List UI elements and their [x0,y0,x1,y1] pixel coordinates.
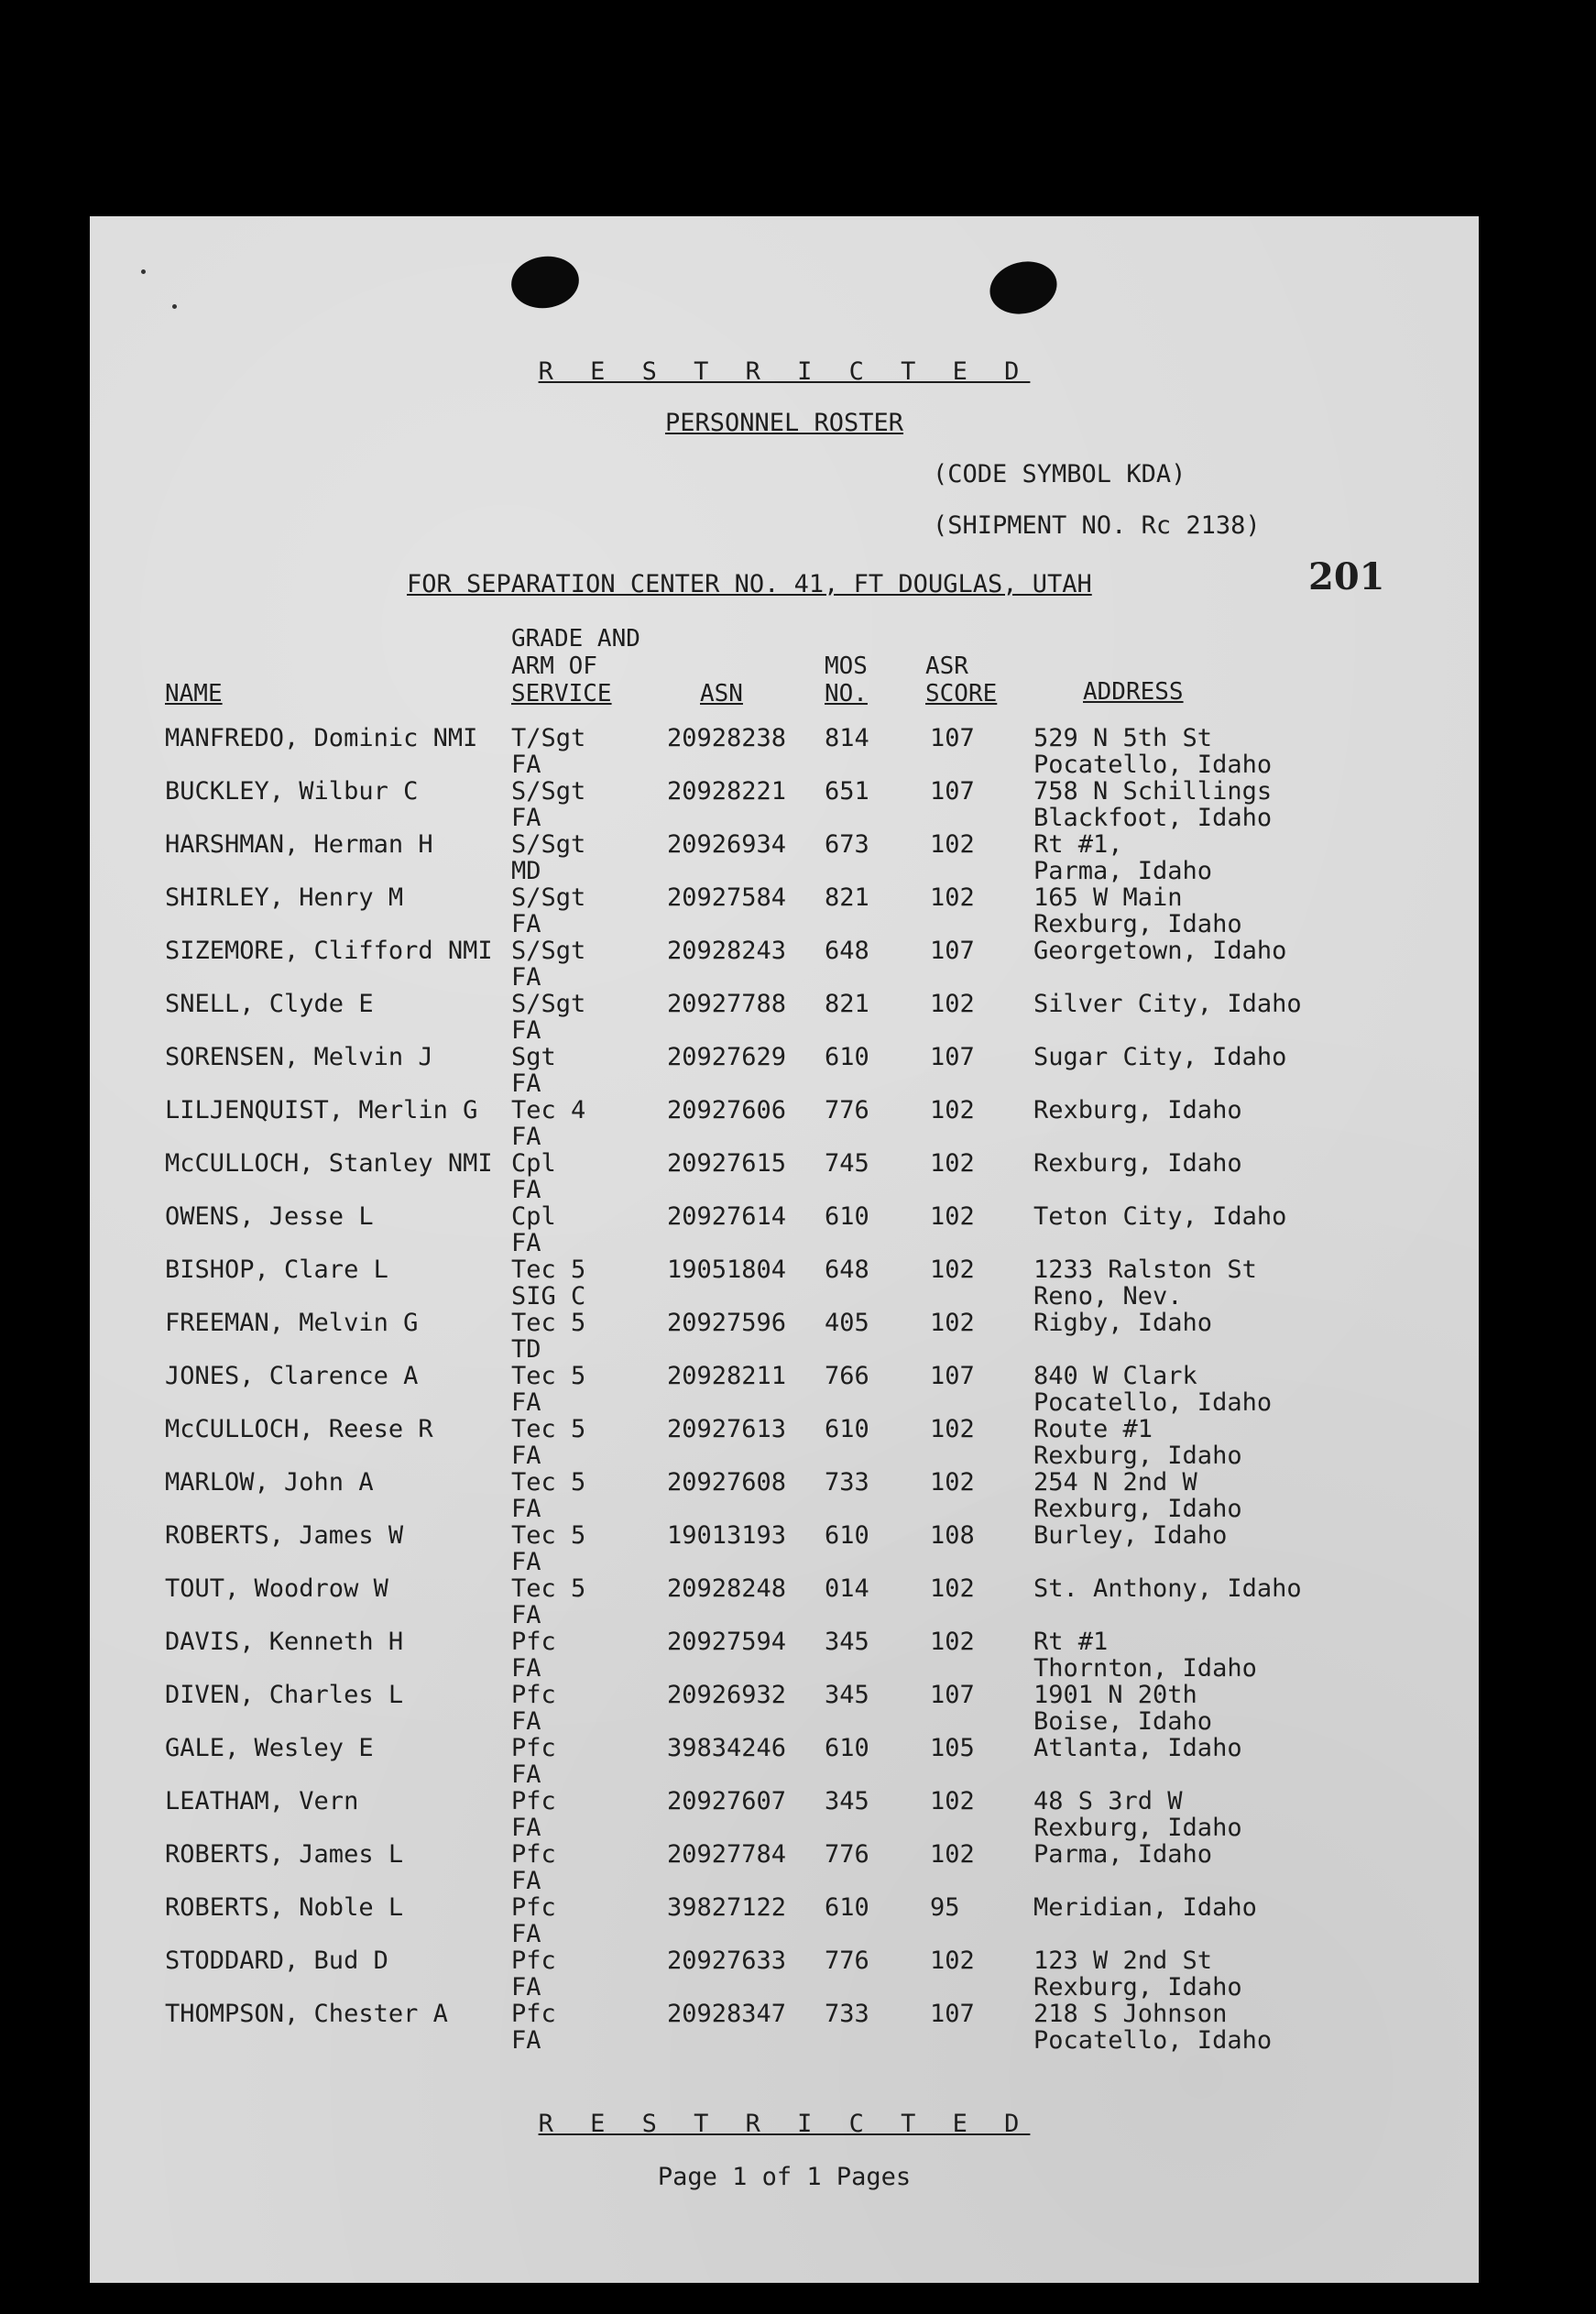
roster-address-line2: Thornton, Idaho [1033,1654,1257,1683]
roster-asr-score: 107 [930,937,975,965]
table-row [90,1629,1479,1682]
table-row [90,1894,1479,1947]
roster-arm-of-service: FA [511,1069,541,1098]
roster-arm-of-service: SIG C [511,1282,586,1311]
roster-address-line1: 1901 N 20th [1033,1681,1197,1709]
roster-mos-no: 766 [825,1362,869,1390]
roster-asn: 20926932 [667,1681,787,1709]
roster-mos-no: 651 [825,777,869,806]
roster-arm-of-service: FA [511,1548,541,1576]
roster-mos-no: 733 [825,1468,869,1497]
roster-grade: Cpl [511,1202,556,1231]
roster-asn: 20926934 [667,830,787,859]
roster-address-line1: Rt #1 [1033,1628,1109,1656]
roster-mos-no: 405 [825,1309,869,1337]
roster-grade: Tec 5 [511,1415,586,1443]
roster-name: McCULLOCH, Stanley NMI [165,1149,493,1178]
roster-name: SIZEMORE, Clifford NMI [165,937,493,965]
roster-grade: S/Sgt [511,830,586,859]
roster-name: BUCKLEY, Wilbur C [165,777,419,806]
roster-grade: Tec 4 [511,1096,586,1124]
roster-mos-no: 610 [825,1202,869,1231]
roster-grade: Pfc [511,1628,556,1656]
roster-asn: 20927607 [667,1787,787,1815]
roster-name: SNELL, Clyde E [165,990,374,1018]
roster-name: SORENSEN, Melvin J [165,1043,433,1071]
roster-address-line1: Rt #1, [1033,830,1123,859]
roster-name: MARLOW, John A [165,1468,374,1497]
roster-arm-of-service: FA [511,1229,541,1257]
table-row [90,1788,1479,1841]
roster-grade: T/Sgt [511,724,586,752]
roster-address-line1: 48 S 3rd W [1033,1787,1183,1815]
roster-address-line1: Georgetown, Idaho [1033,937,1287,965]
roster-mos-no: 776 [825,1096,869,1124]
roster-grade: S/Sgt [511,883,586,912]
table-row [90,1416,1479,1469]
roster-asr-score: 107 [930,724,975,752]
roster-asr-score: 102 [930,1256,975,1284]
roster-asn: 20927629 [667,1043,787,1071]
roster-address-line1: Atlanta, Idaho [1033,1734,1242,1762]
table-row [90,884,1479,938]
roster-asr-score: 102 [930,1628,975,1656]
column-header-grade: GRADE AND ARM OF SERVICE [511,625,640,707]
roster-asn: 20928248 [667,1574,787,1603]
roster-address-line2: Pocatello, Idaho [1033,2026,1273,2055]
roster-arm-of-service: FA [511,1176,541,1204]
roster-address-line1: Parma, Idaho [1033,1840,1213,1869]
destination-line: FOR SEPARATION CENTER NO. 41, FT DOUGLAS, UTAH [407,570,1092,598]
roster-grade: Pfc [511,1893,556,1922]
roster-asr-score: 107 [930,777,975,806]
roster-asn: 20927633 [667,1947,787,1975]
table-row [90,991,1479,1044]
shipment-number: (SHIPMENT NO. Rc 2138) [933,511,1261,540]
roster-mos-no: 610 [825,1893,869,1922]
roster-grade: Pfc [511,1840,556,1869]
roster-name: LEATHAM, Vern [165,1787,359,1815]
roster-address-line1: 1233 Ralston St [1033,1256,1257,1284]
page-footer: Page 1 of 1 Pages [657,2163,912,2191]
roster-mos-no: 610 [825,1521,869,1550]
roster-asn: 20928347 [667,2000,787,2028]
roster-address-line1: St. Anthony, Idaho [1033,1574,1302,1603]
roster-grade: Pfc [511,1787,556,1815]
paper-speck [172,304,177,309]
roster-name: ROBERTS, Noble L [165,1893,404,1922]
roster-mos-no: 776 [825,1840,869,1869]
roster-name: LILJENQUIST, Merlin G [165,1096,478,1124]
roster-mos-no: 648 [825,1256,869,1284]
roster-mos-no: 821 [825,990,869,1018]
roster-asn: 20927614 [667,1202,787,1231]
roster-grade: Tec 5 [511,1521,586,1550]
roster-asr-score: 107 [930,2000,975,2028]
roster-asr-score: 102 [930,1096,975,1124]
roster-arm-of-service: FA [511,1814,541,1842]
roster-name: DAVIS, Kenneth H [165,1628,404,1656]
roster-arm-of-service: FA [511,1442,541,1470]
roster-mos-no: 610 [825,1734,869,1762]
roster-address-line1: Route #1 [1033,1415,1153,1443]
table-row [90,1363,1479,1416]
roster-grade: Sgt [511,1043,556,1071]
roster-address-line1: 123 W 2nd St [1033,1947,1213,1975]
roster-address-line1: 165 W Main [1033,883,1183,912]
table-row [90,1203,1479,1256]
roster-arm-of-service: FA [511,1388,541,1417]
table-row [90,1735,1479,1788]
roster-arm-of-service: FA [511,2026,541,2055]
roster-address-line1: Teton City, Idaho [1033,1202,1287,1231]
page-stamp-number: 201 [1308,555,1385,598]
roster-asr-score: 102 [930,1840,975,1869]
roster-name: GALE, Wesley E [165,1734,374,1762]
roster-asr-score: 107 [930,1362,975,1390]
roster-mos-no: 610 [825,1043,869,1071]
roster-asn: 20927594 [667,1628,787,1656]
roster-asr-score: 102 [930,1415,975,1443]
table-row [90,1469,1479,1522]
roster-asn: 20928221 [667,777,787,806]
roster-grade: Tec 5 [511,1309,586,1337]
roster-asn: 20927613 [667,1415,787,1443]
table-row [90,778,1479,831]
roster-asn: 20927596 [667,1309,787,1337]
classification-footer: R E S T R I C T E D [538,2110,1031,2138]
table-row [90,1256,1479,1310]
roster-asn: 20927584 [667,883,787,912]
roster-name: THOMPSON, Chester A [165,2000,448,2028]
roster-mos-no: 733 [825,2000,869,2028]
roster-name: SHIRLEY, Henry M [165,883,404,912]
roster-asr-score: 108 [930,1521,975,1550]
roster-mos-no: 014 [825,1574,869,1603]
roster-asr-score: 102 [930,1202,975,1231]
roster-address-line2: Rexburg, Idaho [1033,910,1242,938]
roster-asr-score: 102 [930,1574,975,1603]
roster-page [90,216,1479,2283]
punch-hole-left [508,252,582,313]
roster-address-line2: Pocatello, Idaho [1033,751,1273,779]
table-row [90,1841,1479,1894]
table-row [90,1044,1479,1097]
roster-name: STODDARD, Bud D [165,1947,388,1975]
table-row [90,1575,1479,1629]
column-header-mos: MOS NO. [825,653,868,707]
roster-asr-score: 105 [930,1734,975,1762]
roster-asn: 39827122 [667,1893,787,1922]
roster-address-line2: Rexburg, Idaho [1033,1442,1242,1470]
table-row [90,1150,1479,1203]
roster-address-line2: Rexburg, Idaho [1033,1814,1242,1842]
roster-grade: S/Sgt [511,937,586,965]
column-header-name: NAME [165,680,223,707]
roster-grade: Pfc [511,1681,556,1709]
roster-asr-score: 102 [930,1468,975,1497]
roster-asr-score: 102 [930,990,975,1018]
roster-name: HARSHMAN, Herman H [165,830,433,859]
roster-asr-score: 102 [930,883,975,912]
paper-speck [141,269,146,274]
roster-arm-of-service: FA [511,1654,541,1683]
page-title: PERSONNEL ROSTER [664,409,904,437]
column-header-address: ADDRESS [1083,678,1184,706]
table-row [90,1682,1479,1735]
roster-arm-of-service: FA [511,963,541,992]
roster-arm-of-service: FA [511,1973,541,2001]
roster-asr-score: 107 [930,1043,975,1071]
roster-address-line2: Rexburg, Idaho [1033,1973,1242,2001]
roster-asr-score: 102 [930,1947,975,1975]
roster-arm-of-service: FA [511,804,541,832]
roster-arm-of-service: FA [511,1016,541,1045]
roster-asr-score: 102 [930,1787,975,1815]
table-row [90,1310,1479,1363]
roster-address-line1: Rigby, Idaho [1033,1309,1213,1337]
roster-mos-no: 673 [825,830,869,859]
roster-address-line2: Rexburg, Idaho [1033,1495,1242,1523]
roster-name: MANFREDO, Dominic NMI [165,724,478,752]
roster-asn: 20927784 [667,1840,787,1869]
roster-asn: 20928238 [667,724,787,752]
roster-arm-of-service: FA [511,1123,541,1151]
roster-asn: 39834246 [667,1734,787,1762]
roster-arm-of-service: FA [511,1920,541,1948]
roster-name: McCULLOCH, Reese R [165,1415,433,1443]
roster-arm-of-service: TD [511,1335,541,1364]
roster-asr-score: 102 [930,830,975,859]
roster-address-line1: 840 W Clark [1033,1362,1197,1390]
punch-hole-right [984,255,1062,321]
roster-address-line1: Rexburg, Idaho [1033,1096,1242,1124]
roster-name: FREEMAN, Melvin G [165,1309,419,1337]
roster-grade: S/Sgt [511,777,586,806]
roster-name: OWENS, Jesse L [165,1202,374,1231]
roster-mos-no: 345 [825,1787,869,1815]
roster-address-line2: Boise, Idaho [1033,1707,1213,1736]
roster-mos-no: 821 [825,883,869,912]
roster-asn: 20927606 [667,1096,787,1124]
roster-asn: 20928243 [667,937,787,965]
roster-arm-of-service: FA [511,1707,541,1736]
roster-grade: Tec 5 [511,1468,586,1497]
table-row [90,1097,1479,1150]
roster-mos-no: 610 [825,1415,869,1443]
column-header-asr-score: ASR SCORE [925,653,998,707]
roster-arm-of-service: MD [511,857,541,885]
roster-asr-score: 102 [930,1309,975,1337]
roster-address-line1: Burley, Idaho [1033,1521,1228,1550]
roster-name: TOUT, Woodrow W [165,1574,388,1603]
table-row [90,725,1479,778]
roster-asr-score: 95 [930,1893,960,1922]
roster-grade: Pfc [511,1947,556,1975]
table-row [90,938,1479,991]
roster-grade: Tec 5 [511,1256,586,1284]
roster-asn: 20927615 [667,1149,787,1178]
roster-mos-no: 345 [825,1628,869,1656]
roster-address-line1: 758 N Schillings [1033,777,1273,806]
roster-asn: 20927608 [667,1468,787,1497]
roster-address-line1: 218 S Johnson [1033,2000,1228,2028]
roster-grade: Pfc [511,2000,556,2028]
roster-address-line2: Reno, Nev. [1033,1282,1183,1311]
roster-address-line1: Rexburg, Idaho [1033,1149,1242,1178]
roster-grade: S/Sgt [511,990,586,1018]
roster-address-line1: Meridian, Idaho [1033,1893,1257,1922]
roster-arm-of-service: FA [511,910,541,938]
column-header-asn: ASN [700,680,743,707]
roster-name: JONES, Clarence A [165,1362,419,1390]
table-row [90,831,1479,884]
roster-mos-no: 745 [825,1149,869,1178]
classification-header: R E S T R I C T E D [538,357,1031,386]
roster-asn: 20927788 [667,990,787,1018]
roster-address-line1: Silver City, Idaho [1033,990,1302,1018]
roster-name: BISHOP, Clare L [165,1256,388,1284]
roster-address-line2: Blackfoot, Idaho [1033,804,1273,832]
roster-grade: Cpl [511,1149,556,1178]
roster-address-line1: 529 N 5th St [1033,724,1213,752]
roster-address-line1: 254 N 2nd W [1033,1468,1197,1497]
table-row [90,1522,1479,1575]
roster-asn: 19013193 [667,1521,787,1550]
code-symbol: (CODE SYMBOL KDA) [933,460,1186,488]
roster-mos-no: 776 [825,1947,869,1975]
roster-address-line2: Parma, Idaho [1033,857,1213,885]
roster-address-line2: Pocatello, Idaho [1033,1388,1273,1417]
table-row [90,1947,1479,2001]
roster-arm-of-service: FA [511,1760,541,1789]
roster-mos-no: 345 [825,1681,869,1709]
roster-asr-score: 102 [930,1149,975,1178]
roster-name: ROBERTS, James W [165,1521,404,1550]
roster-arm-of-service: FA [511,1601,541,1629]
roster-address-line1: Sugar City, Idaho [1033,1043,1287,1071]
roster-mos-no: 814 [825,724,869,752]
roster-name: ROBERTS, James L [165,1840,404,1869]
roster-mos-no: 648 [825,937,869,965]
roster-grade: Tec 5 [511,1362,586,1390]
roster-arm-of-service: FA [511,1495,541,1523]
roster-grade: Tec 5 [511,1574,586,1603]
roster-asn: 20928211 [667,1362,787,1390]
roster-asn: 19051804 [667,1256,787,1284]
table-row [90,2001,1479,2054]
roster-name: DIVEN, Charles L [165,1681,404,1709]
roster-arm-of-service: FA [511,751,541,779]
roster-arm-of-service: FA [511,1867,541,1895]
roster-grade: Pfc [511,1734,556,1762]
roster-asr-score: 107 [930,1681,975,1709]
